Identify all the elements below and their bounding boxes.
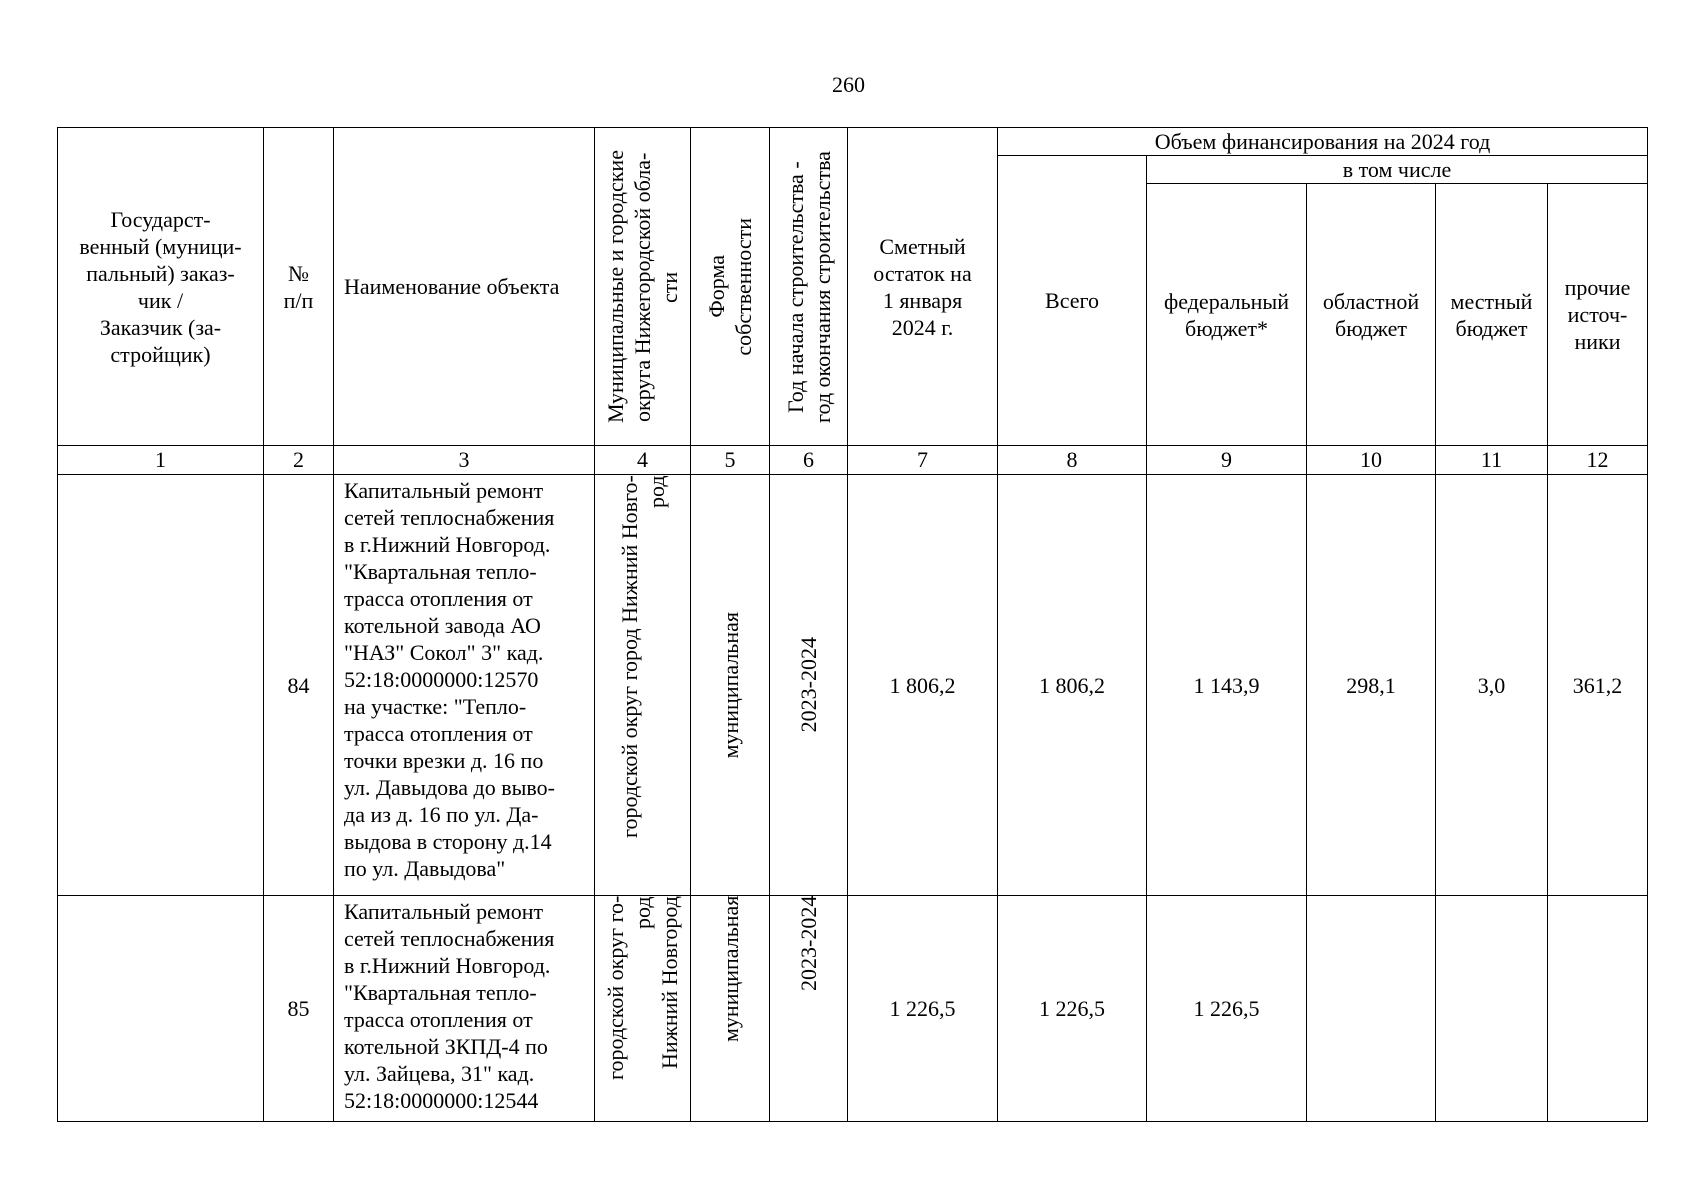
column-number: 7 <box>848 446 998 475</box>
header-financing-group-text: Объем финансирования на 2024 год <box>1154 129 1491 154</box>
cell-years-text: 2023-2024 <box>796 896 821 992</box>
header-federal-text: федеральный бюджет* <box>1164 288 1289 341</box>
cell-municipality-text: городской округ го- род Нижний Новгород <box>603 896 682 1081</box>
cell-estimate-balance: 1 806,2 <box>848 475 998 896</box>
cell-total: 1 226,5 <box>998 896 1147 1122</box>
cell-ownership-text: муниципальная <box>717 896 743 1043</box>
column-number-row <box>58 446 1648 475</box>
column-number: 4 <box>595 446 691 475</box>
cell-ownership <box>691 475 770 896</box>
header-local-text: местный бюджет <box>1450 288 1533 341</box>
column-number: 2 <box>264 446 334 475</box>
financing-table <box>57 127 1648 1122</box>
header-index <box>264 128 334 446</box>
cell-object-name: Капитальный ремонт сетей теплоснабжения в г.Нижний Новгород. "Квартальная тепло- трасса отопления от котельной ЗКПД-4 по ул. Зайцева, 31" кад. 52:18:0000000:12544 <box>334 896 595 1122</box>
header-other <box>1548 184 1648 446</box>
cell-years <box>770 475 848 896</box>
header-regional <box>1307 184 1436 446</box>
header-including <box>1147 156 1648 184</box>
header-customer <box>58 128 264 446</box>
cell-other <box>1548 896 1648 1122</box>
cell-ownership-text: муниципальная <box>717 611 743 759</box>
header-years-text: Год начала строительства - год окончания строительства <box>782 150 835 423</box>
header-municipality <box>595 128 691 446</box>
column-number: 8 <box>998 446 1147 475</box>
cell-regional: 298,1 <box>1307 475 1436 896</box>
header-federal <box>1147 184 1307 446</box>
header-regional-text: областной бюджет <box>1322 288 1420 341</box>
column-number: 11 <box>1436 446 1548 475</box>
cell-municipality-text: городской округ город Нижний Новго- род <box>616 475 669 838</box>
table-row <box>58 896 1648 1122</box>
header-index-text: № п/п <box>283 260 314 313</box>
header-row-group <box>58 128 1648 156</box>
cell-years-text: 2023-2024 <box>796 637 821 733</box>
column-number: 12 <box>1548 446 1648 475</box>
page-number: 260 <box>832 72 865 97</box>
header-years <box>770 128 848 446</box>
header-estimate-balance-text: Сметный остаток на 1 января 2024 г. <box>873 233 972 340</box>
header-including-text: в том числе <box>1342 157 1452 182</box>
header-object-name-text: Наименование объекта <box>344 274 560 299</box>
column-number: 3 <box>334 446 595 475</box>
header-total-text: Всего <box>1045 288 1099 313</box>
cell-customer <box>58 475 264 896</box>
cell-estimate-balance: 1 226,5 <box>848 896 998 1122</box>
header-customer-text: Государст- венный (муници- пальный) заказ- чик / Заказчик (за- стройщик) <box>79 206 242 367</box>
cell-municipality <box>595 896 691 1122</box>
cell-regional <box>1307 896 1436 1122</box>
header-ownership-text: Форма собственности <box>704 217 756 356</box>
header-financing-group <box>998 128 1648 156</box>
column-number: 9 <box>1147 446 1307 475</box>
cell-index: 84 <box>264 475 334 896</box>
column-number: 1 <box>58 446 264 475</box>
header-municipality-text: Муниципальные и городские округа Нижегородской обла- сти <box>603 150 682 423</box>
header-local <box>1436 184 1548 446</box>
header-other-text: прочие источ- ники <box>1564 275 1631 354</box>
header-ownership <box>691 128 770 446</box>
header-estimate-balance <box>848 128 998 446</box>
cell-federal: 1 226,5 <box>1147 896 1307 1122</box>
cell-years <box>770 896 848 1122</box>
header-object-name <box>334 128 595 446</box>
cell-index: 85 <box>264 896 334 1122</box>
cell-local: 3,0 <box>1436 475 1548 896</box>
column-number: 10 <box>1307 446 1436 475</box>
cell-federal: 1 143,9 <box>1147 475 1307 896</box>
header-total <box>998 156 1147 446</box>
table-row <box>58 475 1648 896</box>
cell-local <box>1436 896 1548 1122</box>
cell-other: 361,2 <box>1548 475 1648 896</box>
cell-object-name: Капитальный ремонт сетей теплоснабжения в г.Нижний Новгород. "Квартальная тепло- трасса отопления от котельной завода АО "НАЗ" Сокол" 3" кад. 52:18:0000000:12570 на участке: "Тепло- трасса отопления от точки врезки д. 16 по ул. Давыдова до выво- да из д. 16 по ул. Да- выдова в сторону д.14 по ул. Давыдова" <box>334 475 595 896</box>
column-number: 5 <box>691 446 770 475</box>
cell-customer <box>58 896 264 1122</box>
cell-municipality <box>595 475 691 896</box>
column-number: 6 <box>770 446 848 475</box>
cell-total: 1 806,2 <box>998 475 1147 896</box>
cell-ownership <box>691 896 770 1122</box>
